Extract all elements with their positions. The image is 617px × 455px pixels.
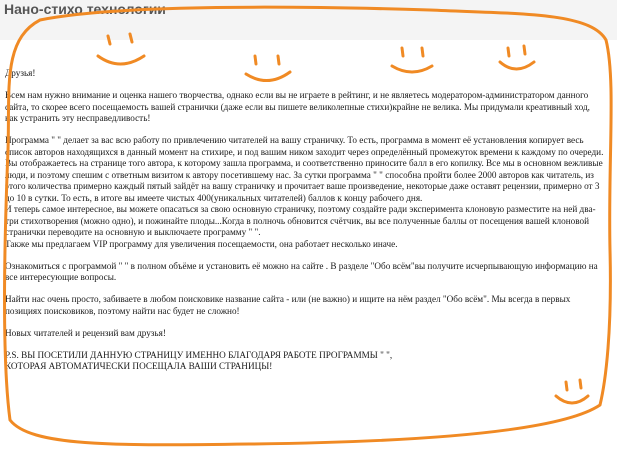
smiley-2-eye-r [278,56,279,64]
smiley-4-eye-l [508,48,509,56]
smiley-3-eye-l [402,48,403,56]
paragraph-search: Найти нас очень просто, забиваете в любом поисковике название сайта - или (не важно) и ищите на нём раздел "Обо всём". Мы всегда в первых позициях поисковиков, поэтому найти нас будет не сложно! [5,294,571,316]
smiley-2-eye-l [255,56,256,64]
smiley-5-mouth [556,396,588,403]
post-body [5,68,605,383]
paragraph-program: Программа " " делает за вас всю работу по привлечению читателей на вашу страничку. То есть, программа в момент её установления копирует весь список авторов находящихся в данный момент на стихире, и под вашим ником заходит через определённый промежуток времени к каждому по очереди. Вы отображаетесь на странице того автора, к которому зашла программа, и соответственно приносите балл в его копилку. Все мы в основном вежливые люди, и поэтому спешим с ответным визитом к автору посетившему нас. За сутки программа " " способна пройти более 2000 авторов как читатель, из этого количества примерно каждый пятый зайдёт на вашу страничку и прочитает ваше произведение, некоторые даже оставят рецензии, примерно от 3 до 10 в сутки. То есть, в итоге вы имеете чистых 400(уникальных читателей) баллов к концу рабочего дня. И теперь самое интересное, вы можете опасаться за свою основную страничку, поэтому создайте ради эксперимента клоновую разместите на ней два-три стихотворения (можно одно), и пожинайте плоды...Когда в полночь обновится счётчик, вы все полученные баллы от посещения вашей клоновой странички переводите на основную и выключаете программу " ". Также мы предлагаем VIP программу для увеличения посещаемости, она работает несколько иначе. [5,135,604,249]
paragraph-wish: Новых читателей и рецензий вам друзья! [5,327,166,338]
greeting: Друзья! [5,68,36,78]
paragraph-site: Ознакомиться с программой " " в полном объёме и установить её можно на сайте . В разделе "Обо всём"вы получите исчерпывающую информацию на все интересующие вопросы. [5,260,598,282]
smiley-5-eye-l [566,382,567,390]
smiley-1-mouth [98,56,144,64]
page-title: Нано-стихо технологии [4,1,166,17]
paragraph-intro: Всем нам нужно внимание и оценка нашего творчества, однако если вы не играете в рейтинг, и не являетесь модератором-администратором данного сайта, то скорее всего посещаемость вашей странички (даже если вы пишете великолепные стихи)крайне не велика. Мы придумали креативный ход, как устранить эту несправедливость! [5,90,590,123]
paragraph-ps: P.S. ВЫ ПОСЕТИЛИ ДАННУЮ СТРАНИЦУ ИМЕННО БЛАГОДАРЯ РАБОТЕ ПРОГРАММЫ " ", КОТОРАЯ АВТОМАТИЧЕСКИ ПОСЕЩАЛА ВАШИ СТРАНИЦЫ! [5,349,393,371]
smiley-3-eye-r [422,48,423,56]
smiley-4-eye-r [524,46,525,54]
